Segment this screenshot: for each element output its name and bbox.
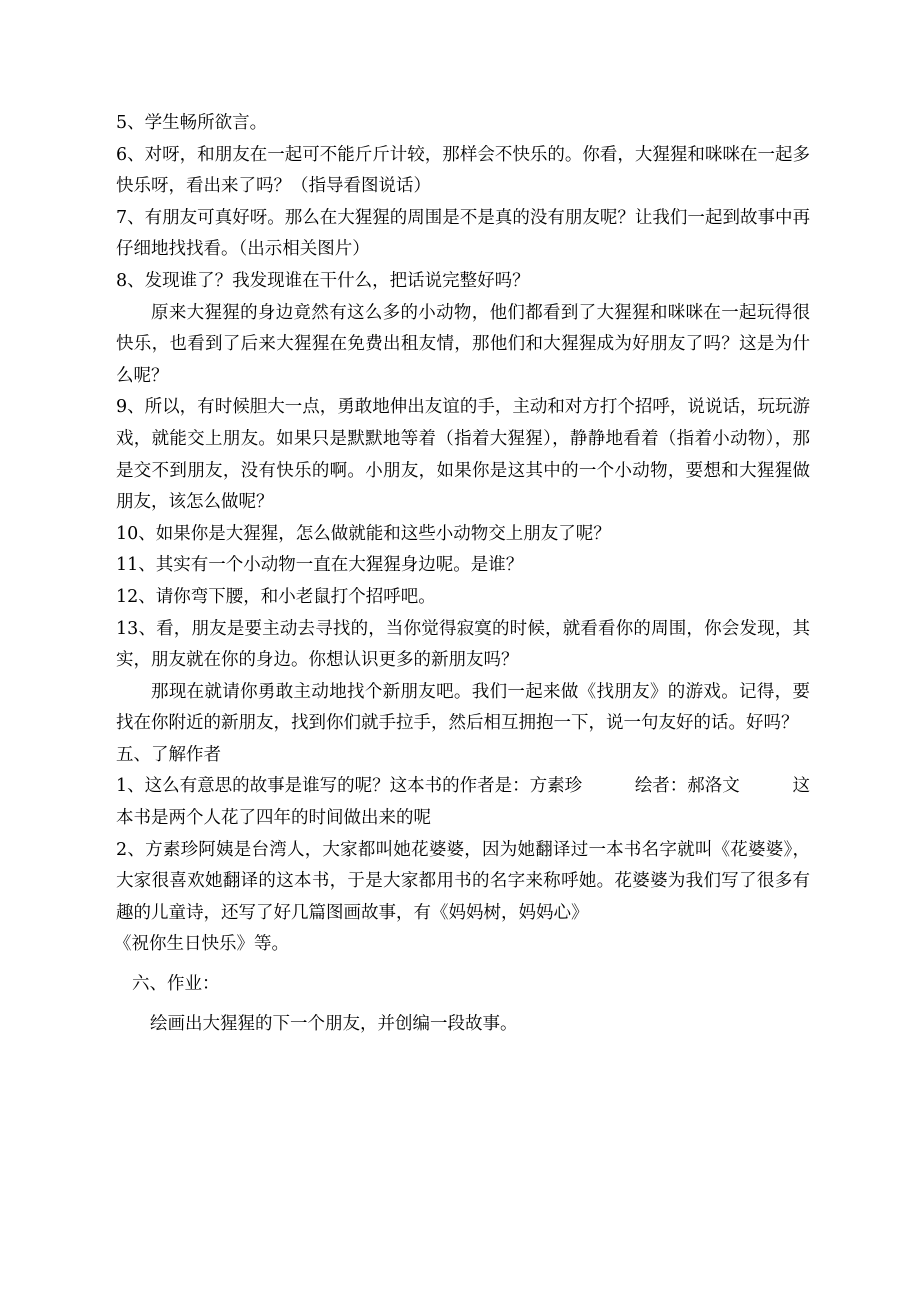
paragraph-step-11: 11、其实有一个小动物一直在大猩猩身边呢。是谁？ [116, 555, 524, 576]
paragraph-explanation: 原来大猩猩的身边竟然有这么多的小动物，他们都看到了大猩猩和咪咪在一起玩得很快乐，也看到了后来大猩猩在免费出租友情，那他们和大猩猩成为好朋友了吗？这是为什么呢？ [116, 302, 810, 386]
paragraph-step-10: 10、如果你是大猩猩，怎么做就能和这些小动物交上朋友了呢？ [116, 523, 611, 544]
paragraph-step-12: 12、请你弯下腰，和小老鼠打个招呼吧。 [116, 586, 436, 607]
paragraph-step-6: 6、对呀，和朋友在一起可不能斤斤计较，那样会不快乐的。你看，大猩猩和咪咪在一起多快乐呀，看出来了吗？（指导看图说话） [116, 144, 810, 197]
author-line [116, 771, 810, 803]
author-text: 1、这么有意思的故事是谁写的呢？这本书的作者是：方素珍 [116, 776, 583, 797]
author-continuation: 这 [792, 776, 810, 797]
paragraph-step-5: 5、学生畅所欲言。 [116, 113, 268, 133]
paragraph-step-7: 7、有朋友可真好呀。那么在大猩猩的周围是不是真的没有朋友呢？让我们一起到故事中再仔细地找找看。（出示相关图片） [116, 207, 810, 260]
paragraph-game: 那现在就请你勇敢主动地找个新朋友吧。我们一起来做《找朋友》的游戏。记得，要找在你附近的新朋友，找到你们就手拉手，然后相互拥抱一下，说一句友好的话。好吗？ [116, 681, 810, 734]
homework-text: 绘画出大猩猩的下一个朋友，并创编一段故事。 [150, 1013, 518, 1034]
section-heading-homework: 六、作业： [132, 974, 220, 995]
paragraph-step-9: 9、所以，有时候胆大一点，勇敢地伸出友谊的手，主动和对方打个招呼，说说话，玩玩游戏，就能交上朋友。如果只是默默地等着（指着大猩猩），静静地看着（指着小动物），那是交不到朋友，没有快乐的啊。小朋友，如果你是这其中的一个小动物，要想和大猩猩做朋友，该怎么做呢？ [116, 397, 810, 513]
paragraph-book-title: 《祝你生日快乐》等。 [114, 934, 289, 955]
document-page [116, 108, 810, 1040]
paragraph-author-bio: 2、方素珍阿姨是台湾人，大家都叫她花婆婆，因为她翻译过一本书名字就叫《花婆婆》，大家很喜欢她翻译的这本书，于是大家都用书的名字来称呼她。花婆婆为我们写了很多有趣的儿童诗，还写了好几篇图画故事，有《妈妈树，妈妈心》 [116, 839, 810, 923]
paragraph-step-13: 13、看，朋友是要主动去寻找的，当你觉得寂寞的时候，就看看你的周围，你会发现，其实，朋友就在你的身边。你想认识更多的新朋友吗？ [116, 618, 810, 671]
illustrator-text: 绘者：郝洛文 [634, 776, 740, 797]
paragraph-step-8: 8、发现谁了？我发现谁在干什么，把话说完整好吗？ [116, 270, 530, 291]
author-line-end: 本书是两个人花了四年的时间做出来的呢 [116, 808, 431, 829]
section-heading-author: 五、了解作者 [116, 744, 221, 765]
